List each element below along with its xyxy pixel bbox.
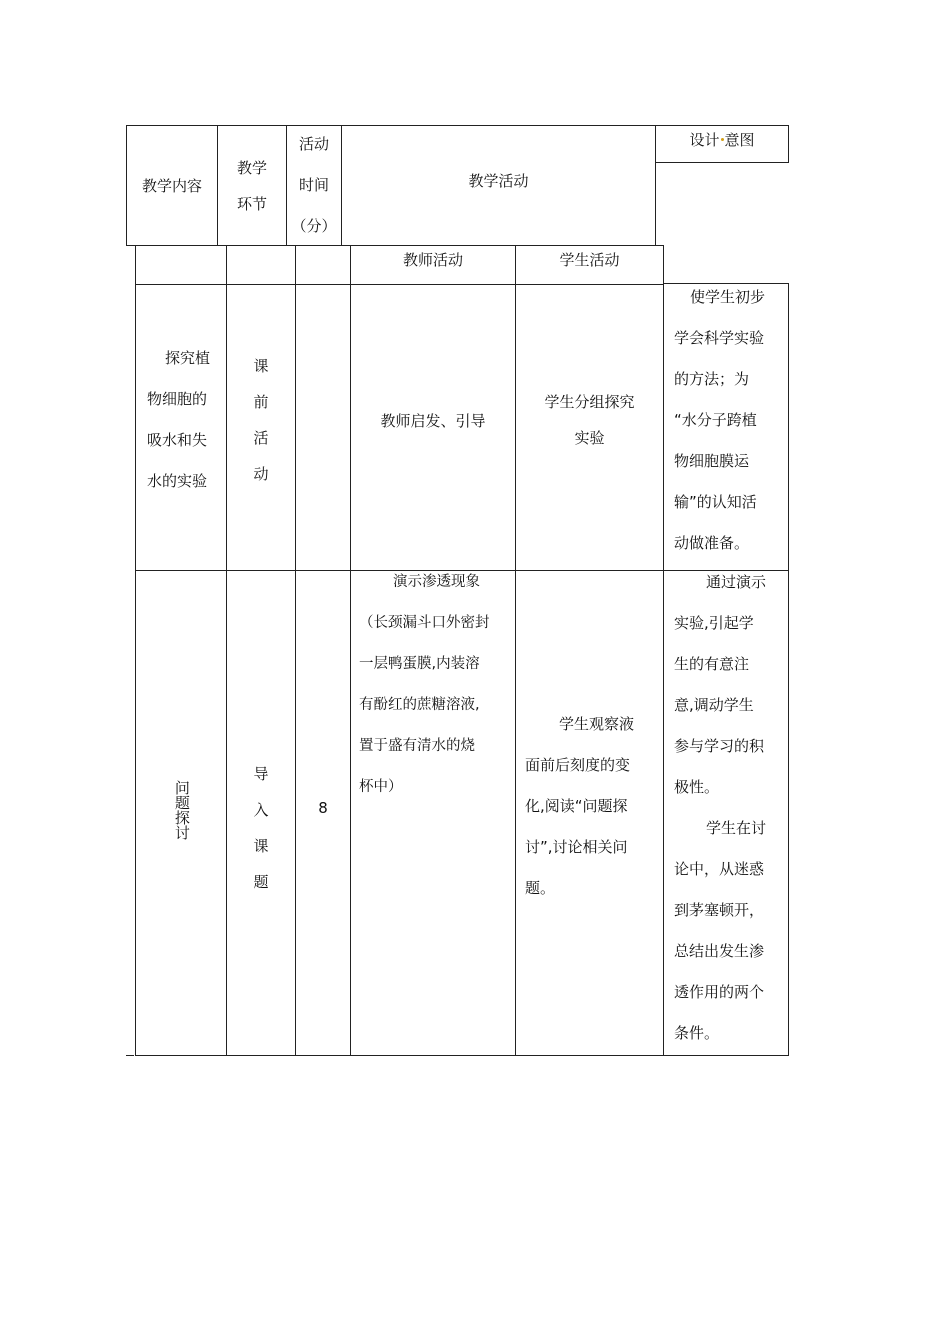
row2-stage-char: 课 (253, 837, 269, 855)
row1-intent (674, 277, 786, 564)
header-time-line: 时间 (298, 176, 329, 194)
row2-intent-line: 参与学习的积 (674, 737, 765, 755)
row2-teacher-line: 置于盛有清水的烧 (359, 738, 475, 754)
row2-intent-line: 生的有意注 (674, 655, 750, 673)
row2-stage-char: 导 (253, 765, 269, 783)
rule (788, 125, 789, 163)
header-time-line: （分） (291, 217, 337, 235)
row1-student-line: 实验 (574, 429, 605, 447)
row2-teacher-line: 杯中） (359, 779, 403, 795)
row1-intent-line: 输”的认知活 (674, 493, 757, 511)
row2-intent-line: 到茅塞顿开， (674, 901, 765, 919)
row2-stage-char: 入 (253, 801, 269, 819)
row2-stage-char: 题 (253, 873, 269, 891)
row2-teacher-line: 演示渗透现象 (393, 574, 480, 590)
rule (135, 284, 664, 285)
header-time (287, 126, 341, 245)
header-stage-line: 环节 (236, 194, 267, 213)
row2-student-line: 题。 (525, 879, 556, 897)
row1-stage (227, 348, 295, 492)
row1-content-line: 探究植 (165, 349, 211, 367)
header-design-intent: 设计 意图 (689, 130, 755, 149)
row2-intent-line: 通过演示 (706, 573, 767, 591)
rule (788, 283, 789, 1056)
row2-intent-line: 论中，从迷惑 (674, 860, 765, 878)
row2-teacher-line: 一层鸭蛋膜,内装溶 (359, 656, 480, 672)
row2-student (525, 704, 661, 909)
header-stage-line: 教学 (236, 158, 267, 177)
row1-teacher: 教师启发、引导 (380, 411, 486, 430)
header-content: 教学内容 (141, 177, 202, 195)
row1-intent-line: 动做准备。 (674, 534, 750, 552)
row1-content-line: 吸水和失 (147, 431, 208, 449)
row1-student (516, 384, 663, 456)
header-activity: 教学活动 (468, 171, 529, 190)
row1-stage-char: 前 (253, 393, 269, 411)
row1-intent-line: 学会科学实验 (674, 329, 765, 347)
row2-content: 问题探讨 (172, 780, 191, 840)
row2-student-line: 学生观察液 (559, 715, 635, 733)
row1-time (296, 285, 350, 570)
row2-student-line: 化,阅读“问题探 (525, 797, 628, 815)
row1-intent-line: 使学生初步 (690, 288, 766, 306)
row2-intent-line: 透作用的两个 (674, 983, 765, 1001)
row2-intent-line: 意,调动学生 (674, 696, 754, 714)
row1-content-line: 物细胞的 (147, 390, 208, 408)
rule (655, 162, 789, 163)
row2-teacher-line: 有酚红的蔗糖溶液, (359, 697, 480, 713)
row2-student-line: 讨”,讨论相关问 (525, 838, 628, 856)
row1-intent-line: “水分子跨植 (674, 411, 757, 429)
row2-student-line: 面前后刻度的变 (525, 756, 631, 774)
row1-stage-char: 动 (253, 465, 269, 483)
rule (350, 245, 351, 1056)
row2-teacher (359, 562, 511, 808)
row1-content-line: 水的实验 (147, 472, 208, 490)
row2-intent-line: 总结出发生渗 (674, 942, 765, 960)
row2-teacher-line: （长颈漏斗口外密封 (359, 615, 490, 631)
row2-intent-line: 条件。 (674, 1024, 720, 1042)
rule (126, 1055, 134, 1056)
row1-stage-char: 课 (253, 357, 269, 375)
row2-stage (227, 756, 295, 900)
marker-dot (721, 138, 724, 141)
row1-intent-line: 的方法；为 (674, 370, 750, 388)
rule (135, 245, 136, 1056)
header-student: 学生活动 (559, 250, 620, 269)
header-teacher: 教师活动 (402, 250, 463, 269)
row1-student-line: 学生分组探究 (544, 393, 635, 411)
row2-intent (674, 562, 786, 1054)
header-stage (218, 126, 286, 245)
row1-intent-line: 物细胞膜运 (674, 452, 750, 470)
row1-content (147, 338, 225, 502)
row2-time: 8 (318, 799, 328, 817)
rule (135, 1055, 789, 1056)
header-time-line: 活动 (298, 135, 329, 153)
rule (663, 245, 664, 1056)
rule (515, 245, 516, 1056)
row2-intent-line: 学生在讨 (706, 819, 767, 837)
row2-intent-line: 极性。 (674, 778, 720, 796)
row2-intent-line: 实验,引起学 (674, 614, 754, 632)
row1-stage-char: 活 (253, 429, 269, 447)
